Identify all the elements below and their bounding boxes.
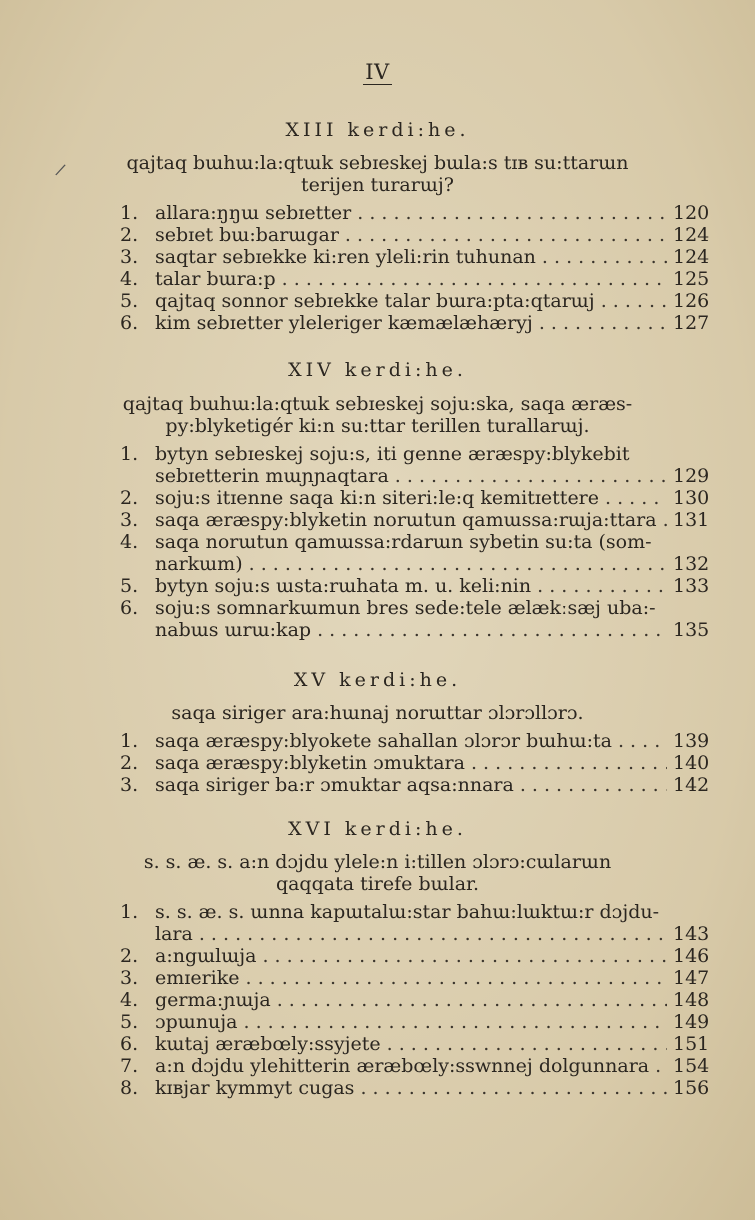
- chapter-heading: XVI kerdi:he.: [288, 818, 467, 840]
- entry-number: 3.: [120, 246, 139, 268]
- entry-title: saqa æræspy:blyketin ɔmuktara: [155, 752, 465, 774]
- toc-entry[interactable]: [0, 246, 723, 268]
- entry-number: 5.: [120, 1011, 139, 1033]
- entry-page-number: 146: [673, 945, 710, 967]
- entry-page-number: 131: [673, 509, 710, 531]
- entry-title: qajtaq sonnor sebɪekke talar bɯra:pta:qtarɯj: [155, 290, 595, 312]
- dot-leader: [663, 509, 667, 531]
- toc-entry[interactable]: [0, 312, 723, 334]
- chapter-subtitle: qajtaq bɯhɯ:la:qtɯk sebɪeskej bɯla:s tɪʙ su:ttarɯn: [126, 152, 629, 174]
- entry-title: saqa æræspy:blyokete sahallan ɔlɔrɔr bɯhɯ:ta: [155, 730, 612, 752]
- chapter-subtitle: py:blyketigér ki:n su:ttar terillen turallarɯj.: [165, 415, 590, 437]
- chapter-subtitle: saqa siriger ara:hɯnaj norɯttar ɔlɔrɔllɔrɔ.: [171, 702, 584, 724]
- entry-title-first-line: soju:s somnarkɯmun bres sede:tele ælækːsæj uba:-: [155, 597, 656, 619]
- toc-entry[interactable]: [0, 509, 723, 531]
- entry-page-number: 124: [673, 246, 710, 268]
- entry-title-first-line: saqa norɯtun qamɯssa:rdarɯn sybetin su:ta (som-: [155, 531, 652, 553]
- toc-entry[interactable]: [0, 443, 755, 487]
- margin-mark: /: [54, 159, 68, 180]
- entry-number: 4.: [120, 531, 139, 553]
- entry-title: soju:s itɪenne saqa ki:n siteri:le:q kemitɪettere: [155, 487, 600, 509]
- toc-entry-list: [0, 443, 755, 641]
- toc-entry[interactable]: [0, 945, 723, 967]
- entry-number: 5.: [120, 575, 139, 597]
- entry-title: kim sebɪetter yleleriger kæmælæhæryj: [155, 312, 533, 334]
- toc-entry[interactable]: [0, 575, 723, 597]
- chapter-section: [0, 118, 755, 334]
- entry-title: a:ngɯlɯja: [155, 945, 257, 967]
- entry-title: allara:ŋŋɯ sebɪetter: [155, 202, 352, 224]
- toc-entry-list: [0, 730, 755, 796]
- toc-entry[interactable]: [0, 290, 723, 312]
- entry-page-number: 151: [673, 1033, 710, 1055]
- entry-title: lara: [155, 923, 193, 945]
- toc-entry[interactable]: [0, 224, 723, 246]
- toc-entry[interactable]: [0, 1011, 723, 1033]
- entry-page-number: 140: [673, 752, 710, 774]
- toc-entry[interactable]: [0, 752, 723, 774]
- toc-entry[interactable]: [0, 597, 755, 641]
- entry-number: 1.: [120, 730, 139, 752]
- entry-page-number: 126: [673, 290, 710, 312]
- toc-entry[interactable]: [0, 901, 755, 945]
- entry-title: saqa æræspy:blyketin norɯtun qamɯssa:rɯja:ttara: [155, 509, 657, 531]
- entry-title: kɪʙjar kymmyt cugas: [155, 1077, 355, 1099]
- dot-leader: [282, 268, 667, 290]
- page-number: IV: [365, 60, 390, 84]
- chapter-heading: XIV kerdi:he.: [288, 359, 467, 381]
- entry-number: 4.: [120, 268, 139, 290]
- dot-leader: [262, 945, 667, 967]
- entry-page-number: 156: [673, 1077, 710, 1099]
- dot-leader: [655, 1055, 667, 1077]
- entry-number: 2.: [120, 945, 139, 967]
- entry-title: saqa siriger ba:r ɔmuktar aqsa:nnara: [155, 774, 514, 796]
- chapter-heading: XIII kerdi:he.: [285, 119, 470, 141]
- dot-leader: [601, 290, 667, 312]
- entry-page-number: 129: [673, 465, 710, 487]
- entry-number: 2.: [120, 752, 139, 774]
- chapter-subtitle: terijen turarɯj?: [301, 174, 454, 196]
- entry-title: narkɯm): [155, 553, 243, 575]
- dot-leader: [387, 1033, 667, 1055]
- dot-leader: [277, 989, 667, 1011]
- dot-leader: [605, 487, 667, 509]
- toc-entry[interactable]: [0, 487, 723, 509]
- entry-number: 2.: [120, 487, 139, 509]
- dot-leader: [357, 202, 667, 224]
- entry-title: ɔpɯnuja: [155, 1011, 238, 1033]
- entry-page-number: 125: [673, 268, 710, 290]
- toc-entry[interactable]: [0, 531, 755, 575]
- entry-number: 8.: [120, 1077, 139, 1099]
- entry-number: 6.: [120, 312, 139, 334]
- entry-title: bytyn soju:s ɯsta:rɯhata m. u. keli:nin: [155, 575, 532, 597]
- toc-entry-list: [0, 901, 755, 1099]
- dot-leader: [249, 553, 667, 575]
- dot-leader: [539, 312, 667, 334]
- entry-page-number: 148: [673, 989, 710, 1011]
- dot-leader: [317, 619, 667, 641]
- chapter-section: [0, 817, 755, 1099]
- entry-number: 6.: [120, 1033, 139, 1055]
- chapter-heading: XV kerdi:he.: [293, 669, 462, 691]
- toc-entry[interactable]: [0, 774, 723, 796]
- dot-leader: [360, 1077, 667, 1099]
- entry-number: 4.: [120, 989, 139, 1011]
- entry-title-first-line: bytyn sebɪeskej soju:s, iti genne æræspy:blykebit: [155, 443, 630, 465]
- entry-title-first-line: s. s. æ. s. ɯnna kapɯtalɯ:star bahɯ:lɯktɯ:r dɔjdu-: [155, 901, 660, 923]
- chapter-section: [0, 668, 755, 796]
- entry-number: 1.: [120, 202, 139, 224]
- entry-title: germa:ɲɯja: [155, 989, 271, 1011]
- entry-title: emɪerike: [155, 967, 240, 989]
- dot-leader: [246, 967, 668, 989]
- entry-title: sebɪet bɯ:barɯgar: [155, 224, 339, 246]
- entry-page-number: 132: [673, 553, 710, 575]
- entry-page-number: 142: [673, 774, 710, 796]
- dot-leader: [244, 1011, 667, 1033]
- entry-page-number: 120: [673, 202, 710, 224]
- entry-number: 2.: [120, 224, 139, 246]
- entry-number: 3.: [120, 509, 139, 531]
- entry-page-number: 135: [673, 619, 710, 641]
- entry-number: 1.: [120, 901, 139, 923]
- toc-entry[interactable]: [0, 202, 723, 224]
- dot-leader: [471, 752, 667, 774]
- toc-entry-list: [0, 202, 755, 334]
- entry-number: 3.: [120, 967, 139, 989]
- entry-number: 7.: [120, 1055, 139, 1077]
- entry-number: 6.: [120, 597, 139, 619]
- toc-entry[interactable]: [0, 1055, 723, 1077]
- chapter-section: [0, 358, 755, 641]
- dot-leader: [618, 730, 667, 752]
- dot-leader: [345, 224, 667, 246]
- entry-page-number: 154: [673, 1055, 710, 1077]
- dot-leader: [542, 246, 667, 268]
- entry-page-number: 133: [673, 575, 710, 597]
- entry-page-number: 127: [673, 312, 710, 334]
- entry-page-number: 139: [673, 730, 710, 752]
- dot-leader: [537, 575, 667, 597]
- entry-number: 5.: [120, 290, 139, 312]
- entry-title: sebɪetterin mɯɲɲaqtara: [155, 465, 389, 487]
- dot-leader: [520, 774, 667, 796]
- toc-entry[interactable]: [0, 730, 723, 752]
- entry-title: talar bɯra:p: [155, 268, 276, 290]
- chapter-subtitle: s. s. æ. s. a:n dɔjdu ylele:n i:tillen ɔlɔrɔ:cɯlarɯn: [143, 851, 612, 873]
- entry-page-number: 130: [673, 487, 710, 509]
- toc-entry[interactable]: [0, 967, 723, 989]
- entry-page-number: 143: [673, 923, 710, 945]
- entry-title: kɯtaj æræbœly:ssyjete: [155, 1033, 381, 1055]
- entry-title: nabɯs ɯrɯ:kap: [155, 619, 312, 641]
- entry-page-number: 124: [673, 224, 710, 246]
- toc-entry[interactable]: [0, 1033, 723, 1055]
- entry-title: saqtar sebɪekke ki:ren yleli:rin tuhunan: [155, 246, 536, 268]
- entry-number: 3.: [120, 774, 139, 796]
- entry-page-number: 147: [673, 967, 710, 989]
- entry-page-number: 149: [673, 1011, 710, 1033]
- chapter-subtitle: qaqqata tirefe bɯlar.: [275, 873, 480, 895]
- dot-leader: [199, 923, 667, 945]
- chapter-subtitle: qajtaq bɯhɯ:la:qtɯk sebɪeskej soju:ska, saqa æræs-: [122, 393, 633, 415]
- dot-leader: [395, 465, 667, 487]
- toc-entry[interactable]: [0, 268, 723, 290]
- entry-title: a:n dɔjdu ylehitterin æræbœly:sswnnej dolgunnara: [155, 1055, 650, 1077]
- toc-entry[interactable]: [0, 989, 723, 1011]
- entry-number: 1.: [120, 443, 139, 465]
- toc-entry[interactable]: [0, 1077, 723, 1099]
